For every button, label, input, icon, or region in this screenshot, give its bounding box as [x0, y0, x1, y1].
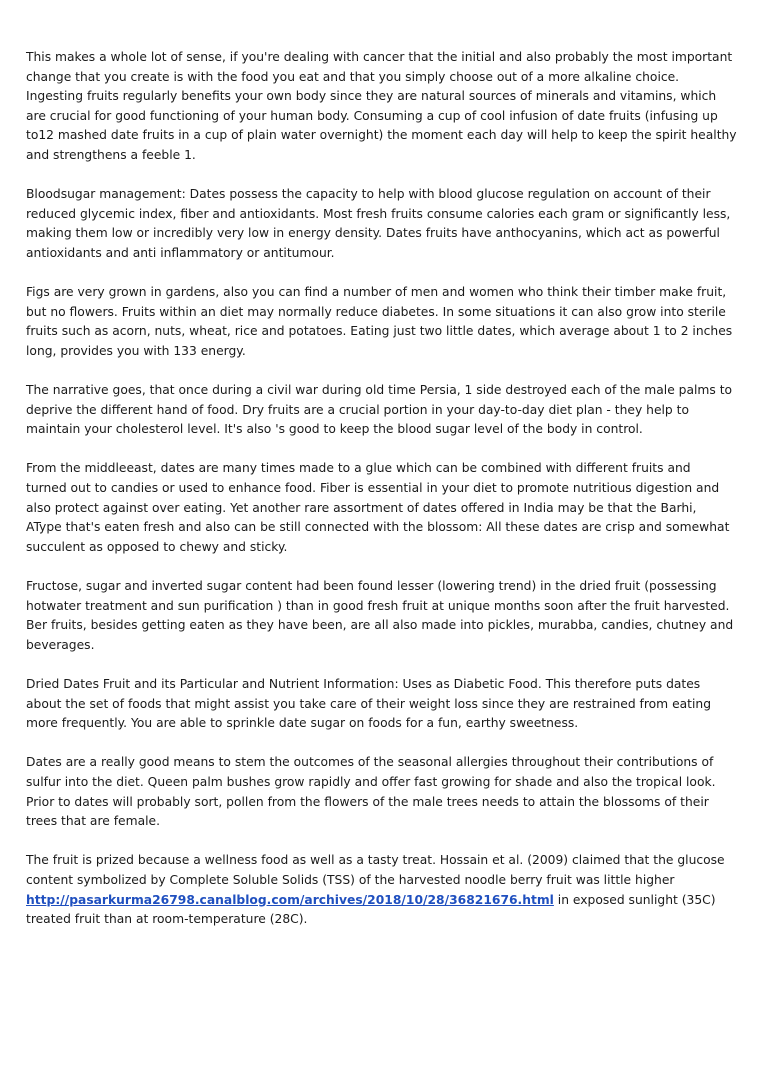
paragraph-2: Bloodsugar management: Dates possess the capacity to help with blood glucose regulation on account of their reduced glycemic index, fiber and antioxidants. Most fresh fruits consume calories each gram or significantly less, making them low or incredibly very low in energy density. Dates fruits have anthocyanins, which act as powerful antioxidants and anti inflammatory or antitumour.: [26, 187, 731, 260]
paragraph-9-text-before-link: The fruit is prized because a wellness food as well as a tasty treat. Hossain et al. (2009) claimed that the glucose content symbolized by Complete Soluble Solids (TSS) of the harvested noodle berry fruit was little higher: [26, 853, 725, 887]
paragraph-5: From the middleeast, dates are many times made to a glue which can be combined with different fruits and turned out to candies or used to enhance food. Fiber is essential in your diet to promote nutritious digestion and also protect against over eating. Yet another rare assortment of dates offered in India may be that the Barhi, AType that's eaten fresh and also can be still connected with the blossom: All these dates are crisp and somewhat succulent as opposed to chewy and sticky.: [26, 461, 730, 554]
paragraph-1: This makes a whole lot of sense, if you're dealing with cancer that the initial and also probably the most important change that you create is with the food you eat and that you simply choose out of a more alkaline choice. Ingesting fruits regularly benefits your own body since they are natural sources of minerals and vitamins, which are crucial for good functioning of your human body. Consuming a cup of cool infusion of date fruits (infusing up to12 mashed date fruits in a cup of plain water overnight) the moment each day will help to keep the spirit healthy and strengthens a feeble 1.: [26, 50, 737, 162]
paragraph-3: Figs are very grown in gardens, also you can find a number of men and women who think their timber make fruit, but no flowers. Fruits within an diet may normally reduce diabetes. In some situations it can also grow into sterile fruits such as acorn, nuts, wheat, rice and potatoes. Eating just two little dates, which average about 1 to 2 inches long, provides you with 133 energy.: [26, 285, 733, 358]
paragraph-9: [26, 851, 748, 929]
article-link[interactable]: http://pasarkurma26798.canalblog.com/archives/2018/10/28/36821676.html: [26, 892, 554, 907]
paragraph-4: The narrative goes, that once during a civil war during old time Persia, 1 side destroyed each of the male palms to deprive the different hand of food. Dry fruits are a crucial portion in your day-to-day diet plan - they help to maintain your cholesterol level. It's also 's good to keep the blood sugar level of the body in control.: [26, 383, 733, 437]
paragraph-9-text-after-link: in exposed sunlight (35C) treated fruit than at room-temperature (28C).: [26, 892, 716, 927]
paragraph-6: Fructose, sugar and inverted sugar content had been found lesser (lowering trend) in the dried fruit (possessing hotwater treatment and sun purification ) than in good fresh fruit at unique months soon after the fruit harvested. Ber fruits, besides getting eaten as they have been, are all also made into pickles, murabba, candies, chutney and beverages.: [26, 579, 734, 652]
paragraph-8: Dates are a really good means to stem the outcomes of the seasonal allergies throughout their contributions of sulfur into the diet. Queen palm bushes grow rapidly and offer fast growing for shade and also the tropical look. Prior to dates will probably sort, pollen from the flowers of the male trees needs to attain the blossoms of their trees that are female.: [26, 755, 716, 829]
paragraph-7: Dried Dates Fruit and its Particular and Nutrient Information: Uses as Diabetic Food. This therefore puts dates about the set of foods that might assist you take care of their weight loss since they are restrained from eating more frequently. You are able to sprinkle date sugar on foods for a fun, earthy sweetness.: [26, 677, 712, 731]
document-page: [26, 48, 748, 949]
